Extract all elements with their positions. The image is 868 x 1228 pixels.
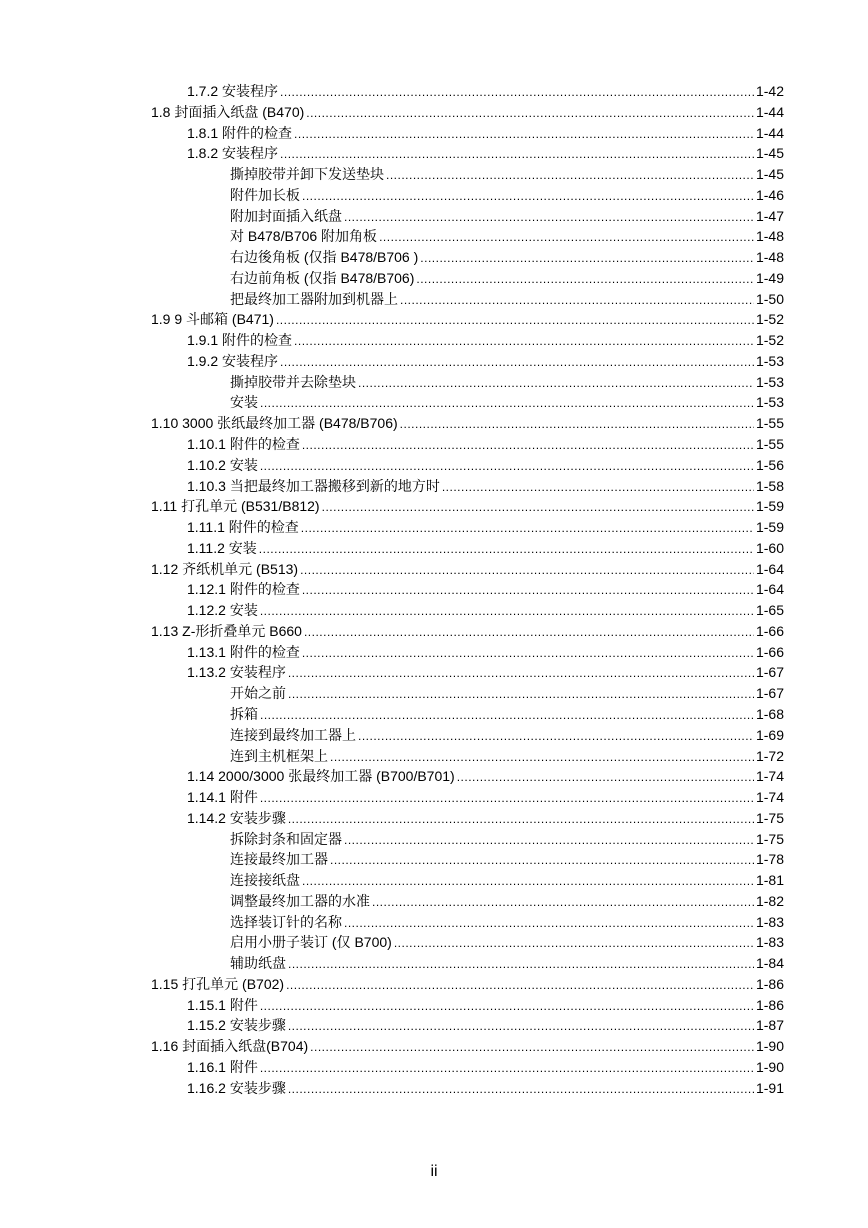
toc-entry[interactable]: [0, 372, 784, 393]
toc-entry-title: 连接接纸盘: [230, 872, 300, 889]
toc-entry-page: 1-53: [755, 373, 784, 390]
dot-leader: [322, 497, 754, 518]
toc-entry-page: 1-74: [755, 768, 784, 785]
toc-entry[interactable]: [0, 808, 784, 829]
toc-entry-page: 1-45: [755, 145, 784, 162]
toc-entry-page: 1-64: [755, 581, 784, 598]
toc-entry[interactable]: [0, 455, 784, 476]
dot-leader: [294, 331, 754, 352]
toc-entry-title: 1.11.1 附件的检查: [187, 519, 299, 536]
toc-entry-page: 1-53: [755, 394, 784, 411]
toc-entry[interactable]: [0, 849, 784, 870]
toc-entry[interactable]: [0, 642, 784, 663]
toc-entry-page: 1-58: [755, 477, 784, 494]
dot-leader: [386, 165, 754, 186]
toc-entry[interactable]: [0, 829, 784, 850]
dot-leader: [330, 747, 754, 768]
toc-entry-title: 附加封面插入纸盘: [230, 207, 342, 224]
toc-entry-title: 1.9 9 斗邮箱 (B471): [151, 311, 274, 328]
toc-entry[interactable]: [0, 766, 784, 787]
toc-entry-page: 1-64: [755, 560, 784, 577]
dot-leader: [302, 643, 754, 664]
dot-leader: [260, 601, 754, 622]
toc-entry-page: 1-48: [755, 249, 784, 266]
toc-entry-title: 对 B478/B706 附加角板: [230, 228, 378, 245]
toc-entry-page: 1-82: [755, 892, 784, 909]
toc-entry[interactable]: [0, 662, 784, 683]
toc-entry[interactable]: [0, 143, 784, 164]
toc-entry-title: 1.14 2000/3000 张最终加工器 (B700/B701): [187, 768, 455, 785]
dot-leader: [260, 456, 754, 477]
toc-entry-page: 1-81: [755, 872, 784, 889]
toc-entry-title: 右边前角板 (仅指 B478/B706): [230, 269, 415, 286]
toc-entry-page: 1-48: [755, 228, 784, 245]
toc-entry-page: 1-78: [755, 851, 784, 868]
toc-entry-page: 1-52: [755, 332, 784, 349]
toc-entry[interactable]: [0, 392, 784, 413]
dot-leader: [330, 850, 754, 871]
toc-entry[interactable]: [0, 289, 784, 310]
toc-entry-title: 1.10 3000 张纸最终加工器 (B478/B706): [151, 415, 398, 432]
toc-entry[interactable]: [0, 206, 784, 227]
toc-entry-title: 1.16 封面插入纸盘(B704): [151, 1038, 309, 1055]
toc-entry[interactable]: [0, 102, 784, 123]
toc-entry-page: 1-75: [755, 830, 784, 847]
toc-entry-title: 撕掉胶带并去除垫块: [230, 373, 356, 390]
toc-entry-title: 拆除封条和固定器: [230, 830, 342, 847]
dot-leader: [260, 705, 754, 726]
toc-entry-page: 1-83: [755, 913, 784, 930]
dot-leader: [288, 954, 754, 975]
toc-entry-title: 选择装订针的名称: [230, 913, 342, 930]
dot-leader: [400, 414, 754, 435]
toc-entry-title: 连接到最终加工器上: [230, 726, 356, 743]
toc-entry[interactable]: [0, 1078, 784, 1099]
toc-entry-page: 1-44: [755, 103, 784, 120]
toc-entry-title: 1.16.2 安装步骤: [187, 1079, 286, 1096]
dot-leader: [288, 1016, 754, 1037]
toc-entry-title: 把最终加工器附加到机器上: [230, 290, 398, 307]
dot-leader: [442, 477, 754, 498]
toc-entry[interactable]: [0, 559, 784, 580]
toc-entry[interactable]: [0, 621, 784, 642]
toc-entry-page: 1-65: [755, 602, 784, 619]
dot-leader: [344, 207, 754, 228]
toc-entry[interactable]: [0, 1015, 784, 1036]
toc-entry-page: 1-47: [755, 207, 784, 224]
toc-entry-page: 1-53: [755, 352, 784, 369]
toc-entry[interactable]: [0, 413, 784, 434]
toc-entry-title: 1.12 齐纸机单元 (B513): [151, 560, 299, 577]
toc-entry-title: 1.11 打孔单元 (B531/B812): [151, 498, 320, 515]
dot-leader: [344, 830, 754, 851]
toc-entry[interactable]: [0, 247, 784, 268]
dot-leader: [288, 663, 754, 684]
toc-entry-page: 1-52: [755, 311, 784, 328]
toc-entry-page: 1-60: [755, 539, 784, 556]
toc-entry-page: 1-84: [755, 955, 784, 972]
toc-entry-page: 1-42: [755, 83, 784, 99]
toc-entry-title: 1.14.2 安装步骤: [187, 809, 286, 826]
dot-leader: [288, 684, 754, 705]
toc-entry-title: 1.8.1 附件的检查: [187, 124, 293, 141]
toc-entry-title: 1.8.2 安装程序: [187, 145, 279, 162]
toc-entry-title: 1.15.2 安装步骤: [187, 1017, 286, 1034]
dot-leader: [358, 726, 754, 747]
toc-entry-page: 1-86: [755, 996, 784, 1013]
dot-leader: [394, 933, 754, 954]
toc-entry[interactable]: [0, 185, 784, 206]
toc-entry[interactable]: [0, 538, 784, 559]
toc-entry-page: 1-66: [755, 643, 784, 660]
toc-entry-title: 1.10.1 附件的检查: [187, 436, 300, 453]
toc-entry-title: 开始之前: [230, 685, 286, 702]
dot-leader: [302, 871, 754, 892]
dot-leader: [294, 124, 754, 145]
toc-entry[interactable]: [0, 704, 784, 725]
toc-entry-page: 1-49: [755, 269, 784, 286]
toc-entry[interactable]: [0, 1057, 784, 1078]
dot-leader: [302, 186, 754, 207]
toc-entry-page: 1-72: [755, 747, 784, 764]
dot-leader: [288, 809, 754, 830]
dot-leader: [259, 539, 754, 560]
toc-entry-title: 1.14.1 附件: [187, 789, 258, 806]
toc-entry-title: 1.9.1 附件的检查: [187, 332, 293, 349]
toc-entry-page: 1-87: [755, 1017, 784, 1034]
toc-entry-title: 1.13.2 安装程序: [187, 664, 286, 681]
dot-leader: [302, 580, 754, 601]
toc-entry-title: 1.12.1 附件的检查: [187, 581, 300, 598]
toc-entry-page: 1-90: [755, 1038, 784, 1055]
toc-entry[interactable]: [0, 683, 784, 704]
dot-leader: [358, 373, 754, 394]
toc-entry-title: 拆箱: [230, 705, 258, 722]
toc-entry-title: 附件加长板: [230, 186, 300, 203]
toc-entry[interactable]: [0, 164, 784, 185]
toc-entry-title: 1.16.1 附件: [187, 1058, 258, 1075]
toc-entry-title: 1.12.2 安装: [187, 602, 258, 619]
dot-leader: [260, 1058, 754, 1079]
toc-entry[interactable]: [0, 953, 784, 974]
dot-leader: [280, 144, 754, 165]
dot-leader: [379, 227, 754, 248]
dot-leader: [300, 560, 754, 581]
toc-entry-page: 1-46: [755, 186, 784, 203]
toc-entry[interactable]: [0, 870, 784, 891]
dot-leader: [301, 518, 754, 539]
toc-entry-title: 1.15 打孔单元 (B702): [151, 975, 285, 992]
toc-entry-title: 1.9.2 安装程序: [187, 352, 279, 369]
toc-entry-page: 1-69: [755, 726, 784, 743]
toc-entry-page: 1-55: [755, 415, 784, 432]
toc-entry[interactable]: [0, 268, 784, 289]
toc-entry-title: 1.10.2 安装: [187, 456, 258, 473]
toc-entry-page: 1-44: [755, 124, 784, 141]
dot-leader: [306, 103, 754, 124]
toc-entry-title: 连接最终加工器: [230, 851, 328, 868]
dot-leader: [288, 1079, 754, 1100]
toc-entry-title: 1.10.3 当把最终加工器搬移到新的地方时: [187, 477, 440, 494]
toc-entry-page: 1-59: [755, 498, 784, 515]
toc-entry-title: 调整最终加工器的水准: [230, 892, 370, 909]
toc-entry-title: 右边後角板 (仅指 B478/B706 ): [230, 249, 419, 266]
toc-entry[interactable]: [0, 932, 784, 953]
toc-entry-title: 1.13 Z-形折叠单元 B660: [151, 622, 302, 639]
toc-entry-page: 1-56: [755, 456, 784, 473]
dot-leader: [280, 82, 754, 103]
toc-entry-page: 1-50: [755, 290, 784, 307]
table-of-contents: [0, 81, 868, 1099]
toc-entry-page: 1-86: [755, 975, 784, 992]
toc-entry[interactable]: [0, 226, 784, 247]
toc-entry-title: 辅助纸盘: [230, 955, 286, 972]
toc-entry-title: 1.13.1 附件的检查: [187, 643, 300, 660]
dot-leader: [302, 435, 754, 456]
dot-leader: [420, 248, 754, 269]
toc-entry-page: 1-45: [755, 166, 784, 183]
toc-entry[interactable]: [0, 725, 784, 746]
toc-entry-page: 1-83: [755, 934, 784, 951]
toc-entry-page: 1-66: [755, 622, 784, 639]
toc-entry-page: 1-90: [755, 1058, 784, 1075]
toc-entry-title: 撕掉胶带并卸下发送垫块: [230, 166, 384, 183]
dot-leader: [260, 996, 754, 1017]
toc-entry[interactable]: [0, 995, 784, 1016]
toc-entry[interactable]: [0, 330, 784, 351]
dot-leader: [344, 913, 754, 934]
toc-entry[interactable]: [0, 351, 784, 372]
dot-leader: [276, 310, 754, 331]
toc-entry-title: 1.7.2 安装程序: [187, 83, 279, 99]
toc-entry-title: 启用小册子装订 (仅 B700): [230, 934, 392, 951]
toc-entry-page: 1-67: [755, 685, 784, 702]
dot-leader: [400, 290, 754, 311]
dot-leader: [457, 767, 754, 788]
toc-entry[interactable]: [0, 434, 784, 455]
toc-entry[interactable]: [0, 1036, 784, 1057]
dot-leader: [260, 393, 754, 414]
toc-entry[interactable]: [0, 746, 784, 767]
toc-entry-page: 1-91: [755, 1079, 784, 1096]
toc-entry[interactable]: [0, 496, 784, 517]
toc-entry-page: 1-59: [755, 519, 784, 536]
toc-entry-title: 安装: [230, 394, 258, 411]
dot-leader: [304, 622, 754, 643]
toc-entry[interactable]: [0, 123, 784, 144]
toc-entry-title: 连到主机框架上: [230, 747, 328, 764]
toc-entry[interactable]: [0, 517, 784, 538]
toc-entry-page: 1-68: [755, 705, 784, 722]
toc-entry-title: 1.11.2 安装: [187, 539, 257, 556]
toc-entry[interactable]: [0, 579, 784, 600]
dot-leader: [416, 269, 754, 290]
toc-entry[interactable]: [0, 600, 784, 621]
toc-entry[interactable]: [0, 81, 784, 102]
toc-entry[interactable]: [0, 912, 784, 933]
toc-entry-page: 1-55: [755, 436, 784, 453]
toc-entry[interactable]: [0, 974, 784, 995]
toc-entry[interactable]: [0, 476, 784, 497]
toc-entry-page: 1-74: [755, 789, 784, 806]
dot-leader: [280, 352, 754, 373]
dot-leader: [372, 892, 754, 913]
toc-entry-title: 1.8 封面插入纸盘 (B470): [151, 103, 305, 120]
dot-leader: [260, 788, 754, 809]
toc-entry-page: 1-75: [755, 809, 784, 826]
toc-entry-title: 1.15.1 附件: [187, 996, 258, 1013]
toc-entry-page: 1-67: [755, 664, 784, 681]
toc-entry[interactable]: [0, 309, 784, 330]
toc-entry[interactable]: [0, 787, 784, 808]
dot-leader: [286, 975, 754, 996]
toc-entry[interactable]: [0, 891, 784, 912]
page-number: ii: [430, 1163, 438, 1180]
dot-leader: [310, 1037, 754, 1058]
